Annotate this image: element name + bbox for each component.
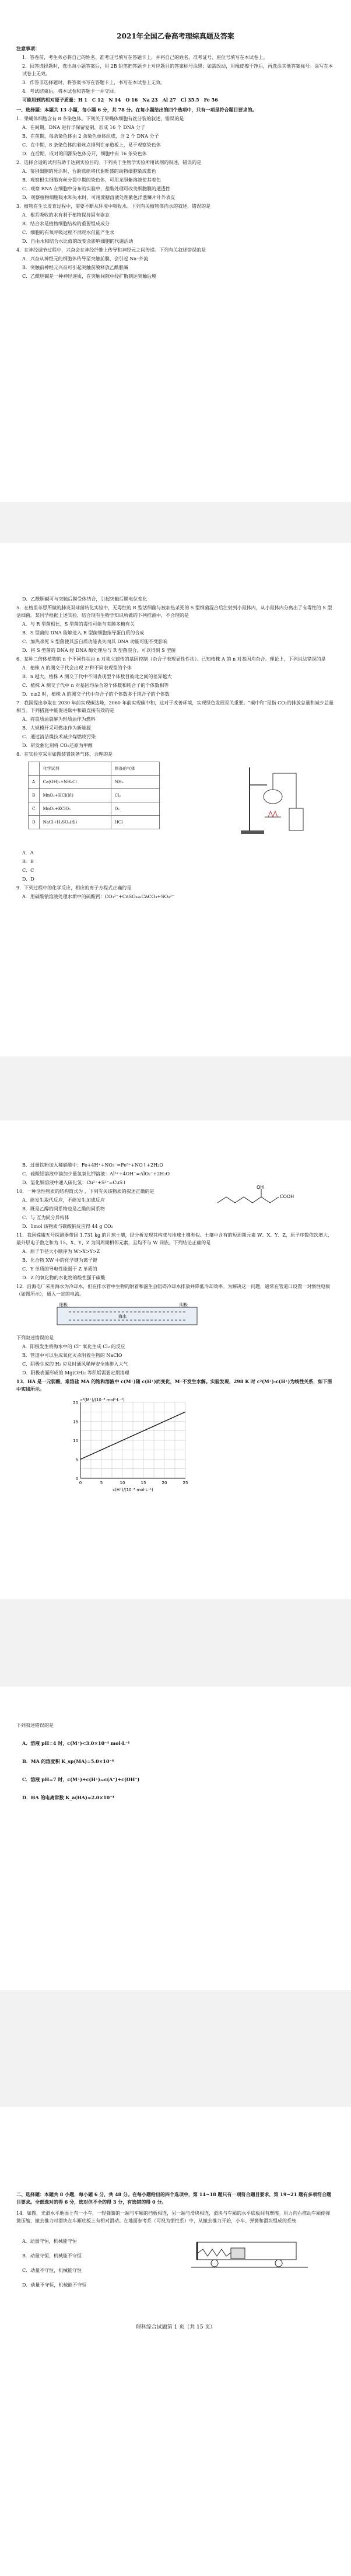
option: D．阳极表面形成的 Mg(OH)₂ 等积垢需要定期清理	[22, 1370, 129, 1376]
option: D．n≥2 时，植株 A 的测交子代中杂合子的个体数多于纯合子的个体数	[22, 692, 170, 697]
option: C．硫酸铝溶液中滴加少量氢氧化钾溶液：Al³⁺+4OH⁻=AlO₂⁻+2H₂O	[22, 1171, 170, 1177]
table-cell: Cl₂	[111, 789, 159, 802]
option: C．通过清洁煤技术减少煤燃烧污染	[22, 734, 96, 739]
table-row	[29, 789, 160, 802]
option: B．观察根尖细胞有丝分裂中期的染色体，可用龙胆紫溶液使其着色	[22, 177, 161, 183]
y-axis-label: c²(M⁺)/(10⁻⁸ mol²·L⁻²)	[80, 1398, 125, 1402]
table-row	[29, 776, 160, 789]
option: A．植株 A 的测交子代会出现 2ⁿ种不同表现型的个体	[22, 665, 132, 671]
table-cell: O₂	[111, 802, 159, 816]
question-4-stem: 4．在神经调节过程中，兴奋会在神经纤维上传导和神经元之间传递。下列有关叙述错误的是	[16, 247, 206, 253]
y-tick-label: 10	[73, 1439, 78, 1443]
y-tick-label: 0	[75, 1477, 78, 1481]
question-5-stem: 5．在格里菲思所做的肺炎双球菌转化实验中，无毒性的 R 型活细菌与被加热杀死的 S 型细菌混合后注射到小鼠体内，从小鼠体内分离出了有毒性的 S 型活细菌。某同学根据上述实验，结合现有生物学知识所做的下列推测中，不合理的是	[16, 605, 332, 618]
question-9-stem: 9．下列过程中的化学反应，相应的离子方程式正确的是	[16, 885, 132, 891]
structure-formula-figure	[215, 1185, 308, 1209]
option: C．C	[22, 868, 34, 873]
option: A．将重质油裂解为轻质油作为燃料	[22, 717, 96, 722]
question-1-stem: 1．果蝇体细胞含有 8 条染色体。下列关于果蝇体细胞有丝分裂的叙述，错误的是	[16, 116, 184, 121]
table-cell: B	[29, 789, 40, 802]
struct-oh-label: OH	[257, 1185, 264, 1190]
option: B．化合物 XW 中的化学键为离子键	[22, 1258, 97, 1263]
option: B．在前期，每条染色体由 2 条染色单体组成，含 2 个 DNA 分子	[22, 134, 159, 139]
option: C．植株 A 测交子代中 n 对基因均杂合的个体数和纯合子的个体数相等	[22, 683, 169, 688]
option: D．动量不守恒，机械能不守恒	[22, 2282, 87, 2288]
notice-item: 1．答卷前，考生务必将自己的姓名、准考证号填写在答题卡上，并将自己的姓名、准考证号、座位号填写在本试卷上。	[22, 55, 268, 60]
option: B．MA 的溶度积 K_sp(MA)=5.0×10⁻⁸	[22, 1758, 114, 1764]
table-cell: HCl	[111, 816, 159, 829]
option: D．乙酰胆碱可与突触后膜受体结合，引起突触后膜电位变化	[22, 596, 148, 602]
x-tick-label: 5	[100, 1481, 103, 1485]
question-14-stem: 14．如图，光滑水平地面上有一小车，一轻弹簧的一端与车厢的挡板相连，另一端与滑块相连，滑块与车厢的水平底板间有摩擦。用力向右推动车厢使弹簧压缩，撤去推力时滑块在车厢底板上有相对滑动。在地面参考系（可视为惯性系）中，从撤去推力开始，小车、弹簧和滑块组成的系统	[16, 2211, 331, 2224]
table-cell: MnO₂+HCl(浓)	[39, 789, 111, 802]
anode-label: 阳极	[59, 1303, 68, 1307]
option: A．能发生取代反应，不能发生加成反应	[22, 1198, 105, 1203]
question-3-stem: 3．植物在生长发育过程中，需要不断从环境中吸收水。下列有关植物体内水的叙述，错误的是	[16, 204, 211, 209]
table-cell: A	[29, 776, 40, 789]
option: C．观察 RNA 在细胞中分布的实验中，盐酸处理可改变细胞膜的通透性	[22, 186, 171, 191]
page-4	[0, 1687, 351, 1990]
option: D．Z 的氧化物的水化物的酸性强于碳酸	[22, 1275, 106, 1280]
option: B．n 越大，植株 A 测交子代中不同表现型个体数目彼此之间的差异越大	[22, 674, 172, 679]
option: C．动量不守恒，机械能守恒	[22, 2268, 82, 2273]
table-header-cell: 化学试剂	[39, 762, 111, 776]
table-cell: NH₃	[111, 776, 159, 789]
x-axis-label: c(H⁺)/(10⁻⁵ mol·L⁻¹)	[113, 1488, 153, 1492]
option: A．原子半径大小顺序为 W>X>Y>Z	[22, 1249, 100, 1254]
page-gap	[0, 1990, 351, 2107]
option: B．S 型菌的 DNA 能够进入 R 型菌细胞指导蛋白质的合成	[22, 630, 145, 636]
cm-ch-chart	[57, 1397, 197, 1502]
cathode-label: 阴极	[180, 1303, 188, 1307]
option: D．HA 的电离常数 K_a(HA)≈2.0×10⁻⁴	[22, 1795, 114, 1800]
notice-item: 4．考试结束后，将本试卷和答题卡一并交回。	[22, 89, 119, 94]
page-1	[0, 0, 351, 502]
chart-container	[57, 1397, 335, 1502]
option: B．突触前神经元兴奋可引起突触前膜释放乙酰胆碱	[22, 265, 128, 270]
question-13-stem: 13．HA 是一元弱酸，难溶盐 MA 的饱和溶液中 c(M⁺)随 c(H⁺)而变化，M⁺不发生水解。实验发现，298 K 时 c²(M⁺)-c(H⁺)为线性关系，如下图中实线所示。	[16, 1378, 332, 1392]
option: A．阳极发生将海水中的 Cl⁻ 氧化生成 Cl₂ 的反应	[22, 1344, 125, 1349]
section-2-head: 二、选择题：本题共 8 小题，每小题 6 分，共 48 分。在每小题给出的四个选项中，第 14~18 题只有一项符合题目要求，第 19~21 题有多项符合题目要求。全部选对的得 6 分，选对但不全的得 3 分，有选错的得 0 分。	[16, 2191, 332, 2205]
table-header-cell: 制备的气体	[111, 762, 159, 776]
x-tick-label: 15	[141, 1481, 146, 1485]
option: C．细胞的有氧呼吸过程不消耗水但能产生水	[22, 230, 115, 235]
table-row	[29, 802, 160, 816]
option: A．用碳酸钠溶液处理水垢中的硫酸钙：CO₃²⁻+CaSO₄=CaCO₃+SO₄²⁻	[22, 894, 174, 899]
table-cell: C	[29, 802, 40, 816]
y-tick-label: 5	[75, 1457, 78, 1462]
option: A．鉴别细胞的死活时，台盼蓝能将代谢旺盛的动物细胞染成蓝色	[22, 169, 156, 174]
option: A．兴奋从神经元的细胞体传导至突触前膜，会引起 Na⁺外流	[22, 256, 149, 261]
option: B．既是乙醇的同系物也是乙酸的同系物	[22, 1206, 105, 1212]
page-footer: 理科综合试题第 1 页（共 15 页）	[135, 2324, 216, 2330]
table-cell: MnO₂+KClO₃	[39, 802, 111, 816]
option: C．阴极生成的 H₂ 应及时通风稀释安全地排入大气	[22, 1362, 128, 1367]
option: C．与 互为同分异构体	[22, 1215, 69, 1220]
option: C．在中期，8 条染色体的着丝点排列在赤道板上，易于观察染色体	[22, 142, 161, 148]
option: D．研发催化剂将 CO₂还原为甲醇	[22, 743, 93, 748]
y-tick-label: 15	[73, 1419, 78, 1425]
option: D．观察植物细胞吸水和失水时，可用蔗糖溶液处理紫色洋葱鳞片叶外表皮	[22, 195, 176, 200]
question-7-stem: 7．我国提出争取在 2030 年前实现碳达峰，2060 年前实现碳中和，这对于改善环境，实现绿色发展至关重要。“碳中和”是指 CO₂的排放总量和减少总量相当。下列措施中能促进碳中和最直接有效的是	[16, 700, 334, 713]
option: B．结合水是植物细胞结构的重要组成成分	[22, 221, 110, 226]
option: D．将 S 型菌的 DNA 经 DNA 酶处理后与 R 型菌混合，可以得到 S 型菌	[22, 648, 176, 653]
option: A．与 R 型菌相比，S 型菌的毒性可能与荚膜多糖有关	[22, 622, 135, 627]
table-header-row	[29, 762, 160, 776]
table-cell: Ca(OH)₂+NH₄Cl	[39, 776, 111, 789]
section-1-head: 一、选择题：本题共 13 小题，每小题 6 分，共 78 分。在每小题给出的四个选项中，只有一项是符合题目要求的。	[16, 107, 257, 113]
option: A．动量守恒，机械能守恒	[22, 2239, 77, 2244]
option: A．在间期，DNA 进行半保留复制，形成 16 个 DNA 分子	[22, 125, 146, 130]
table-cell: D	[29, 816, 40, 829]
option: A．溶液 pH=4 时，c(M⁺)<3.0×10⁻⁴ mol·L⁻¹	[22, 1740, 130, 1746]
reagent-table	[28, 762, 160, 829]
question-10-stem: 10．一种活性物质的结构简式为 ，下列有关该物质的叙述正确的是	[16, 1189, 155, 1194]
option: B．管道中可以生成氧化灭杀附着生物的 NaClO	[22, 1353, 122, 1358]
question-12-stem: 12．沿海电厂采用海水为冷却水，但在排水管中生物的附着和滋生会阻碍冷却水排放并降低冷却效率。为解决这一问题，通常在管道口设置一对惰性电极（如图所示），通入一定的电流。	[16, 1284, 331, 1297]
pipe-electrode-figure	[51, 1301, 335, 1331]
option: D．自由水和结合水比值的改变会影响细胞的代谢活动	[22, 239, 134, 244]
doc-title: 2021年全国乙卷高考理综真题及答案	[117, 32, 234, 40]
struct-cooh-label: COOH	[280, 1194, 294, 1199]
cart-spring-figure	[191, 2236, 308, 2271]
page-gap	[0, 1599, 351, 1687]
option: A．A	[22, 850, 34, 856]
option: B．B	[22, 859, 34, 864]
question-8-stem: 8．在实验室采用如图装置制备气体，合理的是	[16, 752, 113, 757]
x-tick-label: 0	[79, 1481, 82, 1485]
gas-apparatus-figure	[238, 762, 325, 837]
option: C．Y 单质的导电性能弱于 Z 单质的	[22, 1266, 97, 1272]
page-5	[0, 2107, 351, 2576]
page-gap	[0, 502, 351, 543]
table-header-cell	[29, 762, 40, 776]
notice-item: 2．回答选择题时，选出每小题答案后，用 2B 铅笔把答题卡上对应题目的答案标号涂黑；如需改动，用橡皮擦干净后，再选涂其他答案标号。涂写在本试卷上无效。	[22, 64, 334, 76]
x-tick-label: 10	[120, 1481, 125, 1485]
option: C．溶液 pH=7 时，c(M⁺)+c(H⁺)=c(A⁻)+c(OH⁻)	[22, 1776, 140, 1782]
option: B．过量铁粉加入稀硝酸中：Fe+4H⁺+NO₃⁻=Fe³⁺+NO↑+2H₂O	[22, 1163, 163, 1168]
option: B．动量守恒，机械能不守恒	[22, 2253, 82, 2259]
option: D．1mol 该物质与碳酸钠反应得 44 g CO₂	[22, 1224, 113, 1229]
atomic-mass-line: 可能用到的相对原子质量：H 1 C 12 N 14 O 16 Na 23 Al 27 Cl 35.5 Fe 56	[22, 97, 218, 103]
option: D．D	[22, 877, 34, 882]
option: C．加热杀死 S 型菌使其蛋白质功能丧失而其 DNA 功能可能不受影响	[22, 639, 167, 644]
option: D．在后期，成对的同源染色体分开，细胞中有 16 条染色体	[22, 151, 147, 156]
page-gap	[0, 1056, 351, 1121]
question-6-stem: 6．某种二倍体植物的 n 个不同性状由 n 对独立遗传的基因控制（杂合子表现显性性状）。已知植株 A 的 n 对基因均杂合。理论上，下列说法错误的是	[16, 657, 326, 662]
question-13-ask: 下列叙述错误的是	[16, 1723, 54, 1728]
table-cell: NaCl+H₂SO₄(浓)	[39, 816, 111, 829]
seawater-label: 海水	[118, 1314, 127, 1319]
question-11-stem: 11．我国嫦娥五号探测器带回 1.731 kg 的月球土壤，经分析发现其构成与地球土壤类似。土壤中含有的短周期元素 W、X、Y、Z，原子序数依次增大，最外层电子数之和为 15。X、Y、Z 为同周期相邻元素，且均不与 W 同族。下列结论正确的是	[16, 1233, 332, 1245]
y-tick-label: 20	[73, 1401, 78, 1405]
question-2-stem: 2．选择合适的试剂有助于达到实验目的。下列关于生物学实验所用试剂的叙述，错误的是	[16, 160, 202, 165]
page-3	[0, 1121, 351, 1599]
table-row	[29, 816, 160, 829]
page-2	[0, 543, 351, 1056]
option: D．氯化铜溶液中通入硫化氢：Cu²⁺+S²⁻=CuS↓	[22, 1180, 127, 1185]
option: B．大规模开采可燃冰作为新能源	[22, 725, 91, 731]
option: A．根系吸收的水有利于植物保持固有姿态	[22, 212, 110, 218]
notice-head: 注意事项：	[16, 46, 40, 51]
option: C．乙酰胆碱是一种神经递质，在突触间隙中经扩散到达突触后膜	[22, 274, 157, 279]
notice-item: 3．作答非选择题时，将答案书写在答题卡上，书写在本试卷上无效。	[22, 80, 166, 85]
x-tick-label: 20	[162, 1481, 167, 1485]
x-tick-label: 25	[182, 1481, 188, 1485]
question-12-ask: 下列叙述错误的是	[16, 1335, 54, 1341]
